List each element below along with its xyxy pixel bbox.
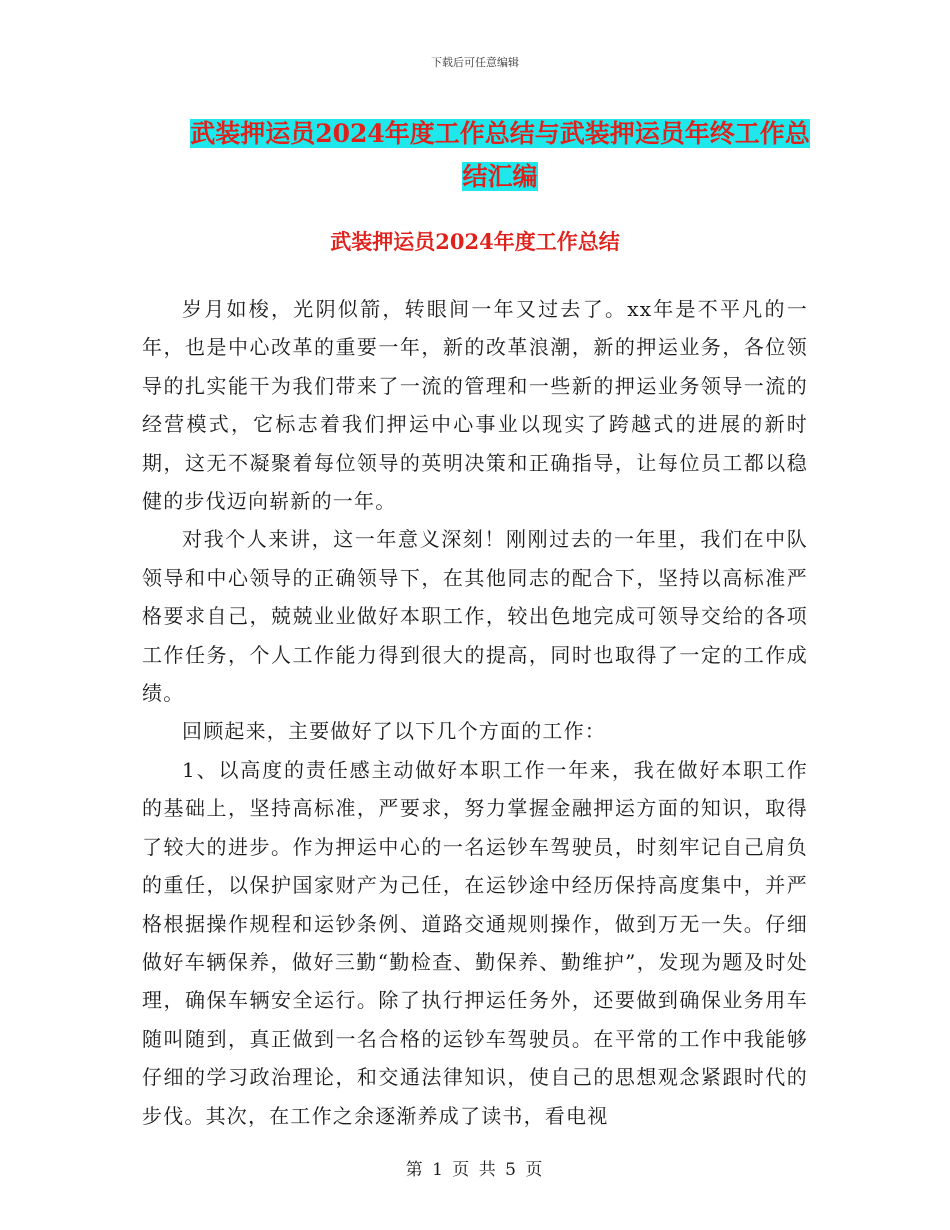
paragraph: 岁月如梭，光阴似箭，转眼间一年又过去了。xx年是不平凡的一年，也是中心改革的重要一年，新的改革浪潮，新的押运业务，各位领导的扎实能干为我们带来了一流的管理和一些新的押运业务领导一流的经营模式，它标志着我们押运中心事业以现实了跨越式的进展的新时期，这无不凝聚着每位领导的英明决策和正确指导，让每位员工都以稳健的步伐迈向崭新的一年。	[142, 297, 808, 514]
page-footer: 第 1 页 共 5 页	[405, 1160, 545, 1180]
document-title	[190, 112, 810, 198]
document-title-text: 武装押运员2024年度工作总结与武装押运员年终工作总结汇编	[190, 119, 810, 191]
paragraph: 对我个人来讲，这一年意义深刻！刚刚过去的一年里，我们在中队领导和中心领导的正确领导下，在其他同志的配合下，坚持以高标准严格要求自己，兢兢业业做好本职工作，较出色地完成可领导交给的各项工作任务，个人工作能力得到很大的提高，同时也取得了一定的工作成绩。	[142, 527, 808, 706]
page-header-note: 下载后可任意编辑	[431, 56, 519, 69]
section-title: 武装押运员2024年度工作总结	[330, 229, 620, 254]
document-body	[142, 290, 808, 1135]
paragraph: 1、以高度的责任感主动做好本职工作一年来，我在做好本职工作的基础上，坚持高标准，严要求，努力掌握金融押运方面的知识，取得了较大的进步。作为押运中心的一名运钞车驾驶员，时刻牢记自己肩负的重任，以保护国家财产为己任，在运钞途中经历保持高度集中，并严格根据操作规程和运钞条例、道路交通规则操作，做到万无一失。仔细做好车辆保养，做好三勤“勤检查、勤保养、勤维护”，发现为题及时处理，确保车辆安全运行。除了执行押运任务外，还要做到确保业务用车随叫随到，真正做到一名合格的运钞车驾驶员。在平常的工作中我能够仔细的学习政治理论，和交通法律知识，使自己的思想观念紧跟时代的步伐。其次，在工作之余逐渐养成了读书，看电视	[142, 757, 808, 1128]
paragraph: 回顾起来，主要做好了以下几个方面的工作：	[182, 719, 606, 744]
